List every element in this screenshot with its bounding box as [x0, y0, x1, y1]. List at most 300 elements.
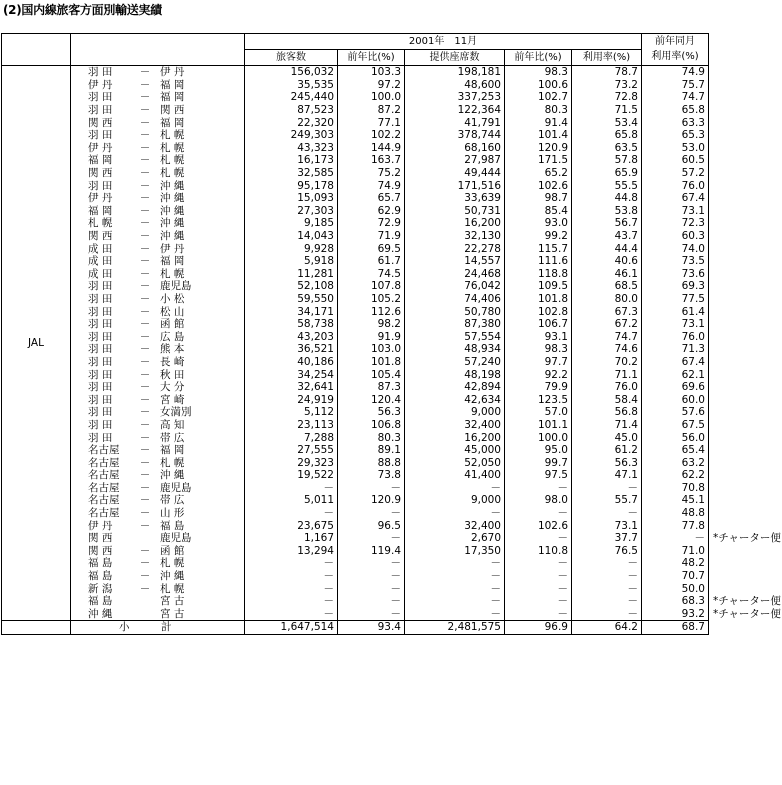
- route-origin: 伊 丹: [88, 78, 113, 91]
- prev-load-factor-cell: 75.7: [642, 79, 709, 92]
- route-destination: 宮 古: [160, 595, 185, 608]
- route-destination: 伊 丹: [160, 66, 185, 79]
- seat-ratio-cell: －: [505, 532, 572, 545]
- prev-load-factor-cell: 65.4: [642, 444, 709, 457]
- table-row: [2, 393, 782, 406]
- route-cell: [71, 318, 245, 331]
- seats-cell: －: [405, 507, 505, 520]
- route-separator: －: [139, 78, 151, 91]
- passengers-cell: 32,585: [245, 167, 338, 180]
- passengers-cell: 34,171: [245, 305, 338, 318]
- table-row: [2, 582, 782, 595]
- table-row: [2, 192, 782, 205]
- seats-cell: －: [405, 557, 505, 570]
- route-destination: 女満別: [160, 406, 192, 419]
- seats-cell: 49,444: [405, 167, 505, 180]
- passenger-ratio-cell: 101.8: [338, 356, 405, 369]
- table-row: [2, 532, 782, 545]
- passenger-ratio-cell: 91.9: [338, 330, 405, 343]
- route-cell: [71, 330, 245, 343]
- seat-ratio-cell: 65.2: [505, 167, 572, 180]
- route-destination: 鹿児島: [160, 481, 192, 494]
- route-separator: －: [139, 318, 151, 331]
- route-cell: [71, 431, 245, 444]
- route-separator: －: [139, 418, 151, 431]
- route-destination: 札 幌: [160, 129, 185, 142]
- route-destination: 大 分: [160, 381, 185, 394]
- prev-load-factor-cell: 60.3: [642, 230, 709, 243]
- note-cell: [709, 79, 782, 92]
- table-row: [2, 557, 782, 570]
- passenger-ratio-cell: 105.2: [338, 293, 405, 306]
- route-destination: 小 松: [160, 292, 185, 305]
- passenger-ratio-cell: －: [338, 507, 405, 520]
- prev-load-factor-cell: 71.0: [642, 545, 709, 558]
- passenger-ratio-cell: －: [338, 582, 405, 595]
- note-cell: [709, 494, 782, 507]
- table-row: [2, 179, 782, 192]
- subtotal-passenger-ratio: 93.4: [338, 621, 405, 635]
- seat-ratio-cell: 100.0: [505, 431, 572, 444]
- table-row: [2, 205, 782, 218]
- passenger-ratio-cell: 119.4: [338, 545, 405, 558]
- route-origin: 福 島: [88, 557, 113, 570]
- route-separator: －: [139, 582, 151, 595]
- route-destination: 宮 古: [160, 607, 185, 620]
- route-origin: 伊 丹: [88, 141, 113, 154]
- prev-load-factor-cell: 74.9: [642, 66, 709, 79]
- table-row: [2, 305, 782, 318]
- route-destination: 宮 崎: [160, 393, 185, 406]
- seats-cell: 22,278: [405, 242, 505, 255]
- passenger-ratio-cell: 103.0: [338, 343, 405, 356]
- route-origin: 福 島: [88, 570, 113, 583]
- route-cell: [71, 91, 245, 104]
- route-separator: －: [139, 557, 151, 570]
- table-row: [2, 280, 782, 293]
- passenger-ratio-cell: －: [338, 595, 405, 608]
- table-row: [2, 318, 782, 331]
- route-origin: 伊 丹: [88, 519, 113, 532]
- seat-ratio-cell: 120.9: [505, 142, 572, 155]
- route-destination: 沖 縄: [160, 204, 185, 217]
- route-separator: －: [139, 230, 151, 243]
- route-destination: 広 島: [160, 330, 185, 343]
- passengers-cell: 43,323: [245, 142, 338, 155]
- route-separator: －: [139, 507, 151, 520]
- prev-load-factor-cell: 45.1: [642, 494, 709, 507]
- route-origin: 羽 田: [88, 280, 113, 293]
- route-destination: 松 山: [160, 305, 185, 318]
- route-destination: 鹿児島: [160, 532, 192, 545]
- passengers-cell: 1,167: [245, 532, 338, 545]
- seats-cell: 41,400: [405, 469, 505, 482]
- table-row: [2, 343, 782, 356]
- seat-ratio-cell: 91.4: [505, 116, 572, 129]
- route-origin: 羽 田: [88, 418, 113, 431]
- route-separator: －: [139, 494, 151, 507]
- passenger-ratio-cell: 65.7: [338, 192, 405, 205]
- route-cell: [71, 142, 245, 155]
- note-cell: [709, 456, 782, 469]
- note-cell: [709, 431, 782, 444]
- route-destination: 福 岡: [160, 91, 185, 104]
- table-row: [2, 116, 782, 129]
- passenger-ratio-cell: 80.3: [338, 431, 405, 444]
- passenger-ratio-cell: 62.9: [338, 205, 405, 218]
- route-destination: 福 岡: [160, 255, 185, 268]
- route-origin: 沖 縄: [88, 607, 113, 620]
- route-separator: －: [139, 544, 151, 557]
- note-cell: [709, 570, 782, 583]
- subtotal-load-factor: 64.2: [572, 621, 642, 635]
- load-factor-cell: 56.3: [572, 456, 642, 469]
- seat-ratio-cell: 93.1: [505, 330, 572, 343]
- passenger-ratio-cell: 100.0: [338, 91, 405, 104]
- seats-cell: 16,200: [405, 431, 505, 444]
- subtotal-seat-ratio: 96.9: [505, 621, 572, 635]
- passengers-cell: －: [245, 582, 338, 595]
- seat-ratio-cell: 97.7: [505, 356, 572, 369]
- prev-load-factor-cell: 67.4: [642, 356, 709, 369]
- route-cell: [71, 393, 245, 406]
- load-factor-cell: 71.4: [572, 419, 642, 432]
- note-cell: [709, 545, 782, 558]
- note-cell: [709, 393, 782, 406]
- seats-cell: 32,400: [405, 419, 505, 432]
- load-factor-cell: 76.5: [572, 545, 642, 558]
- table-row: [2, 104, 782, 117]
- route-origin: 福 岡: [88, 154, 113, 167]
- route-origin: 羽 田: [88, 305, 113, 318]
- passengers-cell: 249,303: [245, 129, 338, 142]
- load-factor-cell: －: [572, 557, 642, 570]
- passengers-cell: 156,032: [245, 66, 338, 79]
- table-row: [2, 66, 782, 79]
- load-factor-cell: －: [572, 570, 642, 583]
- route-cell: [71, 419, 245, 432]
- route-destination: 長 崎: [160, 355, 185, 368]
- seats-cell: －: [405, 570, 505, 583]
- route-separator: －: [139, 141, 151, 154]
- route-destination: 沖 縄: [160, 192, 185, 205]
- note-cell: [709, 116, 782, 129]
- route-destination: 福 岡: [160, 444, 185, 457]
- note-cell: [709, 129, 782, 142]
- route-origin: 名古屋: [88, 481, 120, 494]
- seats-cell: 68,160: [405, 142, 505, 155]
- note-cell: [709, 482, 782, 495]
- load-factor-cell: 44.8: [572, 192, 642, 205]
- route-cell: [71, 456, 245, 469]
- passenger-ratio-cell: 87.2: [338, 104, 405, 117]
- route-separator: －: [139, 406, 151, 419]
- route-separator: －: [139, 343, 151, 356]
- route-destination: 沖 縄: [160, 469, 185, 482]
- route-origin: 名古屋: [88, 494, 120, 507]
- route-separator: －: [139, 179, 151, 192]
- route-destination: 帯 広: [160, 494, 185, 507]
- route-origin: 名古屋: [88, 444, 120, 457]
- seats-cell: 50,731: [405, 205, 505, 218]
- note-cell: [709, 91, 782, 104]
- route-origin: 羽 田: [88, 179, 113, 192]
- route-origin: 成 田: [88, 242, 113, 255]
- load-factor-cell: －: [572, 595, 642, 608]
- prev-load-factor-cell: 56.0: [642, 431, 709, 444]
- seat-ratio-cell: －: [505, 595, 572, 608]
- seats-cell: 32,130: [405, 230, 505, 243]
- seat-ratio-cell: 171.5: [505, 154, 572, 167]
- transport-results-table: [1, 33, 782, 635]
- load-factor-cell: 57.8: [572, 154, 642, 167]
- note-cell: [709, 582, 782, 595]
- note-cell: [709, 469, 782, 482]
- prev-load-factor-cell: 72.3: [642, 217, 709, 230]
- prev-load-factor-cell: 68.3: [642, 595, 709, 608]
- route-separator: －: [139, 204, 151, 217]
- table-row: [2, 91, 782, 104]
- route-cell: [71, 381, 245, 394]
- route-cell: [71, 343, 245, 356]
- route-separator: －: [139, 305, 151, 318]
- route-separator: －: [139, 444, 151, 457]
- seat-ratio-cell: 111.6: [505, 255, 572, 268]
- passengers-cell: 5,011: [245, 494, 338, 507]
- passenger-ratio-cell: 87.3: [338, 381, 405, 394]
- route-cell: [71, 167, 245, 180]
- route-origin: 福 岡: [88, 204, 113, 217]
- seat-ratio-cell: 93.0: [505, 217, 572, 230]
- col-passenger-ratio: 前年比(%): [338, 50, 405, 66]
- route-separator: －: [139, 91, 151, 104]
- table-row: [2, 230, 782, 243]
- passengers-cell: 5,918: [245, 255, 338, 268]
- route-cell: [71, 280, 245, 293]
- passengers-cell: 40,186: [245, 356, 338, 369]
- load-factor-cell: 76.0: [572, 381, 642, 394]
- passenger-ratio-cell: 72.9: [338, 217, 405, 230]
- seats-cell: 2,670: [405, 532, 505, 545]
- seat-ratio-cell: 95.0: [505, 444, 572, 457]
- seats-cell: 32,400: [405, 519, 505, 532]
- subtotal-passengers: 1,647,514: [245, 621, 338, 635]
- route-origin: 関 西: [88, 532, 113, 545]
- route-cell: [71, 255, 245, 268]
- prev-load-factor-cell: 60.0: [642, 393, 709, 406]
- seats-cell: 76,042: [405, 280, 505, 293]
- route-destination: 沖 縄: [160, 217, 185, 230]
- note-cell: [709, 104, 782, 117]
- prev-load-factor-cell: 70.7: [642, 570, 709, 583]
- route-destination: 函 館: [160, 544, 185, 557]
- table-row: [2, 142, 782, 155]
- load-factor-cell: 74.7: [572, 330, 642, 343]
- table-row: [2, 406, 782, 419]
- load-factor-cell: 45.0: [572, 431, 642, 444]
- passengers-cell: 23,675: [245, 519, 338, 532]
- seats-cell: 42,634: [405, 393, 505, 406]
- seats-cell: －: [405, 595, 505, 608]
- prev-load-factor-cell: 73.6: [642, 268, 709, 281]
- table-row: [2, 368, 782, 381]
- seats-cell: 57,240: [405, 356, 505, 369]
- route-separator: －: [139, 368, 151, 381]
- seats-cell: 171,516: [405, 179, 505, 192]
- prev-load-factor-cell: 70.8: [642, 482, 709, 495]
- passengers-cell: 43,203: [245, 330, 338, 343]
- col-load-factor: 利用率(%): [572, 50, 642, 66]
- note-cell: [709, 242, 782, 255]
- route-destination: 福 島: [160, 519, 185, 532]
- note-cell: *チャーター便: [713, 595, 781, 608]
- seat-ratio-cell: 123.5: [505, 393, 572, 406]
- table-row: [2, 129, 782, 142]
- passengers-cell: －: [245, 608, 338, 621]
- seat-ratio-cell: －: [505, 608, 572, 621]
- route-destination: 札 幌: [160, 154, 185, 167]
- table-row: [2, 330, 782, 343]
- route-destination: 帯 広: [160, 431, 185, 444]
- route-destination: 高 知: [160, 418, 185, 431]
- passenger-ratio-cell: －: [338, 557, 405, 570]
- seat-ratio-cell: 109.5: [505, 280, 572, 293]
- table-row: [2, 381, 782, 394]
- route-cell: [71, 519, 245, 532]
- seats-cell: 9,000: [405, 406, 505, 419]
- route-separator: －: [139, 570, 151, 583]
- passenger-ratio-cell: －: [338, 532, 405, 545]
- table-row: [2, 545, 782, 558]
- passenger-ratio-cell: －: [338, 482, 405, 495]
- note-cell: [709, 305, 782, 318]
- note-cell: [709, 217, 782, 230]
- route-cell: [71, 305, 245, 318]
- note-cell: [709, 343, 782, 356]
- seat-ratio-cell: 115.7: [505, 242, 572, 255]
- route-cell: [71, 494, 245, 507]
- prev-load-factor-cell: 76.0: [642, 179, 709, 192]
- route-cell: [71, 356, 245, 369]
- table-row: [2, 456, 782, 469]
- passengers-cell: 16,173: [245, 154, 338, 167]
- prev-load-factor-cell: 77.5: [642, 293, 709, 306]
- page-title: (2)国内線旅客方面別輸送実績: [3, 3, 162, 17]
- header-prev-year-line1: 前年同月: [642, 34, 709, 50]
- note-cell: [709, 368, 782, 381]
- seats-cell: 41,791: [405, 116, 505, 129]
- load-factor-cell: 56.8: [572, 406, 642, 419]
- prev-load-factor-cell: 69.6: [642, 381, 709, 394]
- subtotal-note-cell: [709, 621, 782, 635]
- route-cell: [71, 179, 245, 192]
- route-origin: 名古屋: [88, 507, 120, 520]
- route-origin: 成 田: [88, 255, 113, 268]
- table-row: [2, 419, 782, 432]
- prev-load-factor-cell: 57.2: [642, 167, 709, 180]
- subtotal-prev-load-factor: 68.7: [642, 621, 709, 635]
- passengers-cell: 15,093: [245, 192, 338, 205]
- route-origin: 羽 田: [88, 330, 113, 343]
- table-row: [2, 469, 782, 482]
- passengers-cell: 32,641: [245, 381, 338, 394]
- passengers-cell: －: [245, 595, 338, 608]
- note-cell: [709, 179, 782, 192]
- seats-cell: 52,050: [405, 456, 505, 469]
- load-factor-cell: 55.7: [572, 494, 642, 507]
- subtotal-airline-cell: [2, 621, 71, 635]
- load-factor-cell: 73.2: [572, 79, 642, 92]
- col-seats: 提供座席数: [405, 50, 505, 66]
- route-separator: －: [139, 116, 151, 129]
- seats-cell: 378,744: [405, 129, 505, 142]
- route-destination: 秋 田: [160, 368, 185, 381]
- route-cell: [71, 406, 245, 419]
- load-factor-cell: 44.4: [572, 242, 642, 255]
- route-destination: 札 幌: [160, 141, 185, 154]
- passenger-ratio-cell: 120.4: [338, 393, 405, 406]
- route-cell: [71, 557, 245, 570]
- route-cell: [71, 129, 245, 142]
- load-factor-cell: 40.6: [572, 255, 642, 268]
- route-separator: －: [139, 469, 151, 482]
- seat-ratio-cell: －: [505, 482, 572, 495]
- passengers-cell: 7,288: [245, 431, 338, 444]
- passengers-cell: 9,185: [245, 217, 338, 230]
- note-cell: [709, 519, 782, 532]
- route-destination: 札 幌: [160, 582, 185, 595]
- route-origin: 名古屋: [88, 456, 120, 469]
- passengers-cell: 14,043: [245, 230, 338, 243]
- route-origin: 名古屋: [88, 469, 120, 482]
- route-origin: 新 潟: [88, 582, 113, 595]
- route-origin: 関 西: [88, 544, 113, 557]
- load-factor-cell: 65.9: [572, 167, 642, 180]
- note-cell: [709, 356, 782, 369]
- load-factor-cell: 43.7: [572, 230, 642, 243]
- seat-ratio-cell: 102.7: [505, 91, 572, 104]
- route-cell: [71, 582, 245, 595]
- passenger-ratio-cell: 74.9: [338, 179, 405, 192]
- route-origin: 羽 田: [88, 129, 113, 142]
- route-separator: －: [139, 267, 151, 280]
- prev-load-factor-cell: 93.2: [642, 608, 709, 621]
- passenger-ratio-cell: 69.5: [338, 242, 405, 255]
- load-factor-cell: 67.2: [572, 318, 642, 331]
- prev-load-factor-cell: 73.1: [642, 318, 709, 331]
- passenger-ratio-cell: 77.1: [338, 116, 405, 129]
- passenger-ratio-cell: 112.6: [338, 305, 405, 318]
- prev-load-factor-cell: 65.3: [642, 129, 709, 142]
- note-cell: [709, 268, 782, 281]
- seat-ratio-cell: －: [505, 557, 572, 570]
- route-destination: 熊 本: [160, 343, 185, 356]
- passengers-cell: 19,522: [245, 469, 338, 482]
- prev-load-factor-cell: 48.2: [642, 557, 709, 570]
- seat-ratio-cell: 102.6: [505, 519, 572, 532]
- seat-ratio-cell: 99.7: [505, 456, 572, 469]
- col-seat-ratio: 前年比(%): [505, 50, 572, 66]
- prev-load-factor-cell: 73.1: [642, 205, 709, 218]
- passenger-ratio-cell: 106.8: [338, 419, 405, 432]
- seat-ratio-cell: 102.6: [505, 179, 572, 192]
- route-origin: 羽 田: [88, 355, 113, 368]
- route-destination: 福 岡: [160, 78, 185, 91]
- load-factor-cell: 63.5: [572, 142, 642, 155]
- table-row: [2, 154, 782, 167]
- table-row: [2, 242, 782, 255]
- load-factor-cell: －: [572, 582, 642, 595]
